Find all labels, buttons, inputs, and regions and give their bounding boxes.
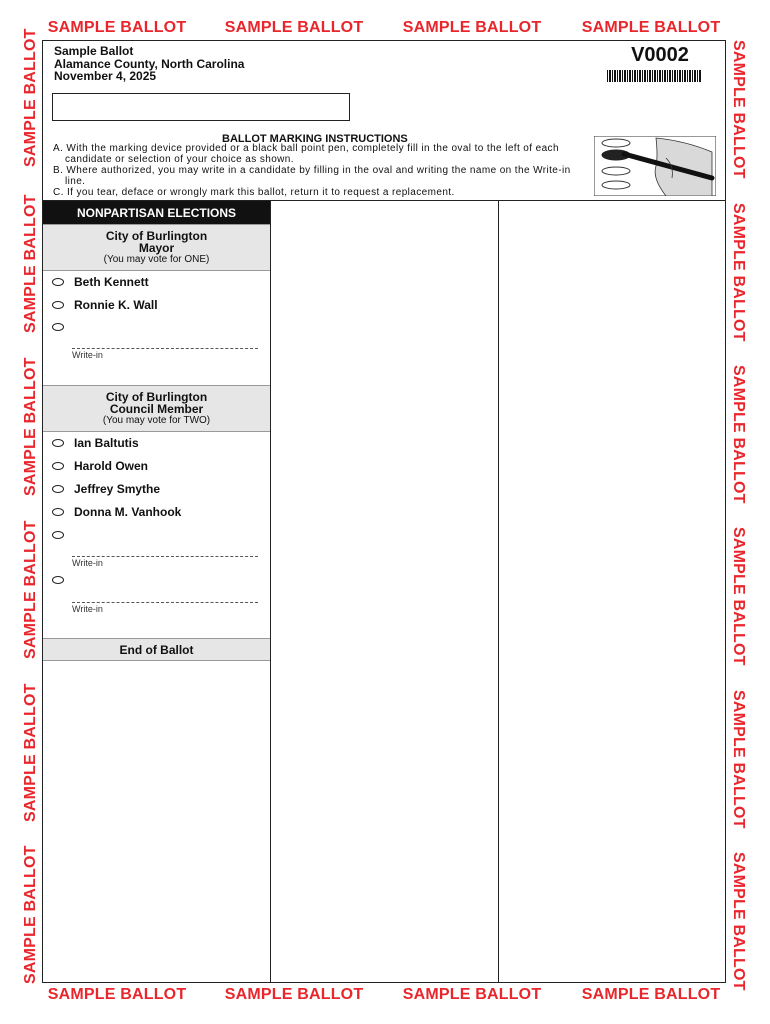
contest-header-council: [43, 385, 270, 432]
watermark-right-5: SAMPLE BALLOT: [730, 690, 747, 829]
candidate-option[interactable]: [52, 275, 149, 289]
watermark-right-6: SAMPLE BALLOT: [730, 852, 747, 991]
instruction-c: C. If you tear, deface or wrongly mark this ballot, return it to request a replacement.: [53, 187, 455, 198]
watermark-top-2: SAMPLE BALLOT: [224, 19, 364, 36]
watermark-bottom-3: SAMPLE BALLOT: [402, 986, 542, 1003]
ballot-header: [54, 45, 244, 83]
marking-example-illustration: [594, 136, 716, 196]
candidate-option[interactable]: [52, 505, 181, 519]
write-in-line[interactable]: [72, 348, 258, 349]
candidate-option[interactable]: [52, 436, 139, 450]
candidate-name: Beth Kennett: [74, 275, 149, 289]
vote-for-instruction: (You may vote for ONE): [103, 254, 210, 265]
watermark-top-3: SAMPLE BALLOT: [402, 19, 542, 36]
vote-oval[interactable]: [52, 278, 64, 286]
watermark-right-4: SAMPLE BALLOT: [730, 527, 747, 666]
candidate-name: Ronnie K. Wall: [74, 298, 158, 312]
candidate-option[interactable]: [52, 298, 158, 312]
column-divider-2: [498, 200, 499, 983]
watermark-bottom-1: SAMPLE BALLOT: [47, 986, 187, 1003]
ballot-code: V0002: [631, 44, 689, 66]
vote-for-instruction: (You may vote for TWO): [102, 415, 211, 426]
candidate-option[interactable]: [52, 482, 160, 496]
watermark-left-3: SAMPLE BALLOT: [22, 357, 39, 496]
vote-oval[interactable]: [52, 485, 64, 493]
header-date: November 4, 2025: [54, 69, 157, 83]
header-title: Sample Ballot: [54, 44, 134, 58]
end-of-ballot: End of Ballot: [43, 638, 270, 661]
contest-title-line2: Council Member: [109, 402, 204, 416]
header-county: Alamance County, North Carolina: [54, 56, 245, 71]
instruction-b: B. Where authorized, you may write in a candidate by filling in the oval and writing the name on the Write-in line.: [53, 165, 571, 187]
write-in-line[interactable]: [72, 556, 258, 557]
watermark-right-3: SAMPLE BALLOT: [730, 365, 747, 504]
watermark-bottom-2: SAMPLE BALLOT: [224, 986, 364, 1003]
write-in-label: Write-in: [72, 558, 103, 568]
contest-header-mayor: [43, 224, 270, 271]
watermark-right-1: SAMPLE BALLOT: [730, 40, 747, 179]
write-in-label: Write-in: [72, 604, 103, 614]
column-divider-1: [270, 200, 271, 983]
watermark-left-1: SAMPLE BALLOT: [22, 28, 39, 167]
candidate-name: Harold Owen: [74, 459, 149, 473]
barcode: [607, 70, 701, 82]
watermark-left-5: SAMPLE BALLOT: [22, 683, 39, 822]
vote-oval[interactable]: [52, 301, 64, 309]
candidate-name: Donna M. Vanhook: [74, 505, 182, 519]
write-in-option[interactable]: [52, 320, 74, 334]
instruction-a: A. With the marking device provided or a black ball point pen, completely fill in the oval to the left of each candidate or selection of your choice as shown.: [53, 143, 559, 165]
candidate-name: Jeffrey Smythe: [74, 482, 161, 496]
watermark-top-4: SAMPLE BALLOT: [581, 19, 721, 36]
vote-oval[interactable]: [52, 508, 64, 516]
instructions-text: [53, 143, 593, 198]
write-in-line[interactable]: [72, 602, 258, 603]
section-header: NONPARTISAN ELECTIONS: [43, 201, 270, 224]
contest-title-line1: City of Burlington: [105, 390, 208, 404]
contest-title-line2: Mayor: [138, 241, 175, 255]
watermark-top-1: SAMPLE BALLOT: [47, 19, 187, 36]
vote-oval[interactable]: [52, 462, 64, 470]
watermark-left-6: SAMPLE BALLOT: [22, 845, 39, 984]
contest-title-line1: City of Burlington: [105, 229, 208, 243]
vote-oval[interactable]: [52, 531, 64, 539]
vote-oval[interactable]: [52, 323, 64, 331]
candidate-option[interactable]: [52, 459, 148, 473]
watermark-right-2: SAMPLE BALLOT: [730, 203, 747, 342]
watermark-bottom-4: SAMPLE BALLOT: [581, 986, 721, 1003]
write-in-label: Write-in: [72, 350, 103, 360]
instructions-title: BALLOT MARKING INSTRUCTIONS: [222, 133, 408, 145]
write-in-option[interactable]: [52, 573, 74, 587]
watermark-left-2: SAMPLE BALLOT: [22, 194, 39, 333]
candidate-name: Ian Baltutis: [74, 436, 139, 450]
id-box: [52, 93, 350, 121]
watermark-left-4: SAMPLE BALLOT: [22, 520, 39, 659]
vote-oval[interactable]: [52, 576, 64, 584]
vote-oval[interactable]: [52, 439, 64, 447]
write-in-option[interactable]: [52, 528, 74, 542]
